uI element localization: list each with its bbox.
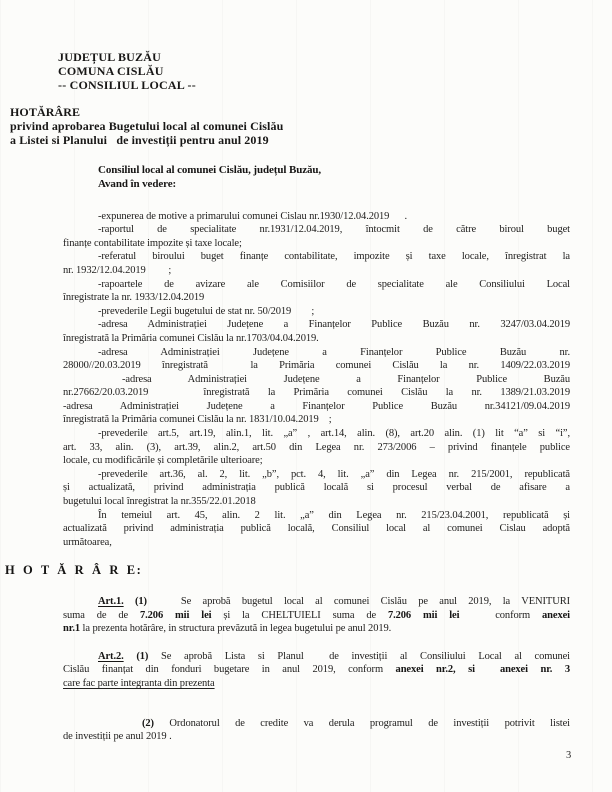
- article-1-line: [63, 595, 570, 609]
- header-line: [58, 78, 612, 92]
- article-2-line: [63, 663, 570, 677]
- text-run: finanțe contabilitate impozite și taxe locale;: [63, 237, 242, 249]
- consideration-line: [63, 481, 570, 495]
- consideration-line: [63, 250, 570, 264]
- consideration-line: [63, 210, 570, 224]
- consideration-line: [63, 346, 570, 360]
- text-run: Se aprobă Lista si Planul de investiții al Consiliului Local al comunei: [148, 650, 570, 662]
- text-run: Consiliul local al comunei Cislău, județul Buzău,: [98, 164, 322, 177]
- consideration-line: [63, 223, 570, 237]
- text-run: 7.206 mii lei: [139, 609, 212, 621]
- consideration-line: [63, 264, 570, 278]
- text-run: -prevederile Legii bugetului de stat nr. 50/2019 ;: [98, 305, 315, 317]
- text-run: care fac parte integranta din prezenta: [63, 677, 215, 689]
- consideration-line: [63, 509, 570, 523]
- article-1: [63, 595, 570, 636]
- ruling-heading: [5, 564, 612, 578]
- consideration-line: [63, 413, 570, 427]
- text-run: următoarea,: [63, 536, 112, 548]
- text-run: și la CHELTUIELI suma de: [211, 609, 388, 621]
- preamble: [63, 164, 570, 191]
- text-run: (2): [142, 717, 154, 729]
- consideration-line: [63, 536, 570, 550]
- consideration-line: [63, 386, 570, 400]
- text-run: și actualizată, privind administrația publică locală si procesul verbal de afisare a: [63, 482, 570, 494]
- text-run: În temeiul art. 45, alin. 2 lit. „a” din Legea nr. 215/23.04.2001, republicată și: [98, 509, 570, 521]
- article-2-line: [63, 650, 570, 664]
- text-run: nr.27662/20.03.2019 înregistrată la Primăria comunei Cislău la nr. 1389/21.03.2019: [63, 387, 570, 399]
- text-run: -- CONSILIUL LOCAL --: [58, 78, 196, 92]
- article-2-paragraph-2-line: [63, 717, 570, 731]
- text-run: Art.2.: [98, 650, 124, 662]
- preamble-line: [63, 178, 570, 192]
- article-2-line: [63, 677, 570, 691]
- text-run: (1): [136, 650, 149, 662]
- text-run: -prevederile art.5, art.19, alin.1, lit. „a” , art.14, alin. (8), art.20 alin. (1) lit “a” si “i”,: [98, 428, 570, 440]
- text-run: H O T Ă R Â R E:: [5, 563, 143, 578]
- text-run: 7.206 mii lei: [387, 609, 460, 621]
- consideration-line: [63, 291, 570, 305]
- text-run: Avand în vedere:: [98, 177, 177, 190]
- document-header: [58, 0, 612, 92]
- consideration-line: [63, 522, 570, 536]
- text-run: -expunerea de motive a primarului comunei Cislau nr.1930/12.04.2019 .: [98, 210, 407, 222]
- text-run: nr. 1932/12.04.2019 ;: [63, 264, 172, 276]
- text-run: -raportul de specialitate nr.1931/12.04.2019, întocmit de către biroul buget: [98, 224, 570, 236]
- consideration-line: [63, 318, 570, 332]
- consideration-line: [63, 359, 570, 373]
- text-run: anexei nr.2, si anexei nr. 3: [395, 664, 570, 676]
- text-run: Art.1.: [98, 596, 124, 608]
- document-title: [10, 106, 612, 147]
- text-run: nr.1: [63, 623, 81, 635]
- text-run: -prevederile art.36, al. 2, lit. „b”, pct. 4, lit. „a” din Legea nr. 215/2001, republicată: [98, 468, 570, 480]
- text-run: JUDEȚUL BUZĂU: [58, 50, 161, 64]
- article-1-line: [63, 609, 570, 623]
- page-number: 3: [566, 750, 572, 761]
- text-run: conform: [459, 609, 543, 621]
- text-run: suma de de: [63, 609, 140, 621]
- article-2: [63, 650, 570, 691]
- text-run: -adresa Administrației Județene a Finanțelor Publice Buzău: [122, 373, 570, 385]
- header-line: [58, 50, 612, 64]
- text-run: -adresa Administrației Județene a Finanțelor Publice Buzău nr. 3247/03.04.2019: [98, 319, 570, 331]
- article-2-paragraph-2-line: [63, 730, 570, 744]
- text-run: de investiții pe anul 2019 .: [63, 731, 172, 743]
- title-line: [10, 106, 612, 120]
- consideration-line: [63, 332, 570, 346]
- considerations-list: [63, 210, 570, 550]
- text-run: anexei: [542, 609, 570, 621]
- consideration-line: [63, 441, 570, 455]
- text-run: privind aprobarea Bugetului local al comunei Cislău: [10, 118, 284, 133]
- text-run: (1): [134, 596, 147, 608]
- consideration-line: [63, 468, 570, 482]
- text-run: -referatul biroului buget finanțe contabilitate, impozite și taxe locale, înregistrat la: [98, 251, 570, 263]
- text-run: locale, cu modificările și completările ulterioare;: [63, 455, 263, 467]
- text-run: Se aprobă bugetul local al comunei Cislău pe anul 2019, la VENITURI: [146, 596, 570, 608]
- text-run: [124, 651, 137, 662]
- text-run: Ordonatorul de credite va derula programul de investiții potrivit listei: [153, 717, 570, 729]
- text-run: HOTĂRÂRE: [10, 105, 81, 119]
- text-run: a Listei si Planului de investiții pentru anul 2019: [10, 132, 269, 147]
- title-line: [10, 134, 612, 148]
- text-run: art. 33, alin. (3), art.39, alin.2, art.50 din Legea nr. 273/2006 – privind finanțele publice: [63, 441, 570, 453]
- header-line: [58, 64, 612, 78]
- article-1-line: [63, 622, 570, 636]
- consideration-line: [63, 495, 570, 509]
- consideration-line: [63, 305, 570, 319]
- text-run: -adresa Administrației Județene a Finanțelor Publice Buzău nr.34121/09.04.2019: [63, 400, 570, 412]
- text-run: COMUNA CISLĂU: [58, 64, 164, 78]
- article-2-paragraph-2: [63, 717, 570, 744]
- text-run: Cislău finanțat din fonduri bugetare in anul 2019, conform: [63, 664, 396, 676]
- text-run: înregistrată la Primăria comunei Cislău la nr.1703/04.04.2019.: [63, 332, 319, 344]
- text-run: la prezenta hotărâre, in structura prevăzută in legea bugetului pe anul 2019.: [80, 623, 392, 635]
- text-run: -adresa Administrației Județene a Finanțelor Publice Buzău nr.: [98, 346, 570, 358]
- text-run: înregistrată la Primăria comunei Cislău la nr. 1831/10.04.2019 ;: [63, 414, 332, 426]
- consideration-line: [63, 427, 570, 441]
- ruling-heading-line: [5, 564, 612, 578]
- text-run: -rapoartele de avizare ale Comisiilor de specialitate ale Consiliului Local: [98, 278, 570, 290]
- text-run: bugetului local înregistrat la nr.355/22.01.2018: [63, 496, 256, 508]
- preamble-line: [63, 164, 570, 178]
- text-run: 28000//20.03.2019 înregistrată la Primăria comunei Cislău la nr. 1409/22.03.2019: [63, 360, 570, 372]
- title-line: [10, 120, 612, 134]
- consideration-line: [63, 373, 570, 387]
- consideration-line: [63, 454, 570, 468]
- text-run: înregistrate la nr. 1933/12.04.2019: [63, 292, 205, 304]
- text-run: actualizată privind administrația publică locală, Consiliul local al comunei Cislau adoptă: [63, 523, 570, 535]
- consideration-line: [63, 278, 570, 292]
- consideration-line: [63, 237, 570, 251]
- consideration-line: [63, 400, 570, 414]
- text-run: [124, 596, 135, 607]
